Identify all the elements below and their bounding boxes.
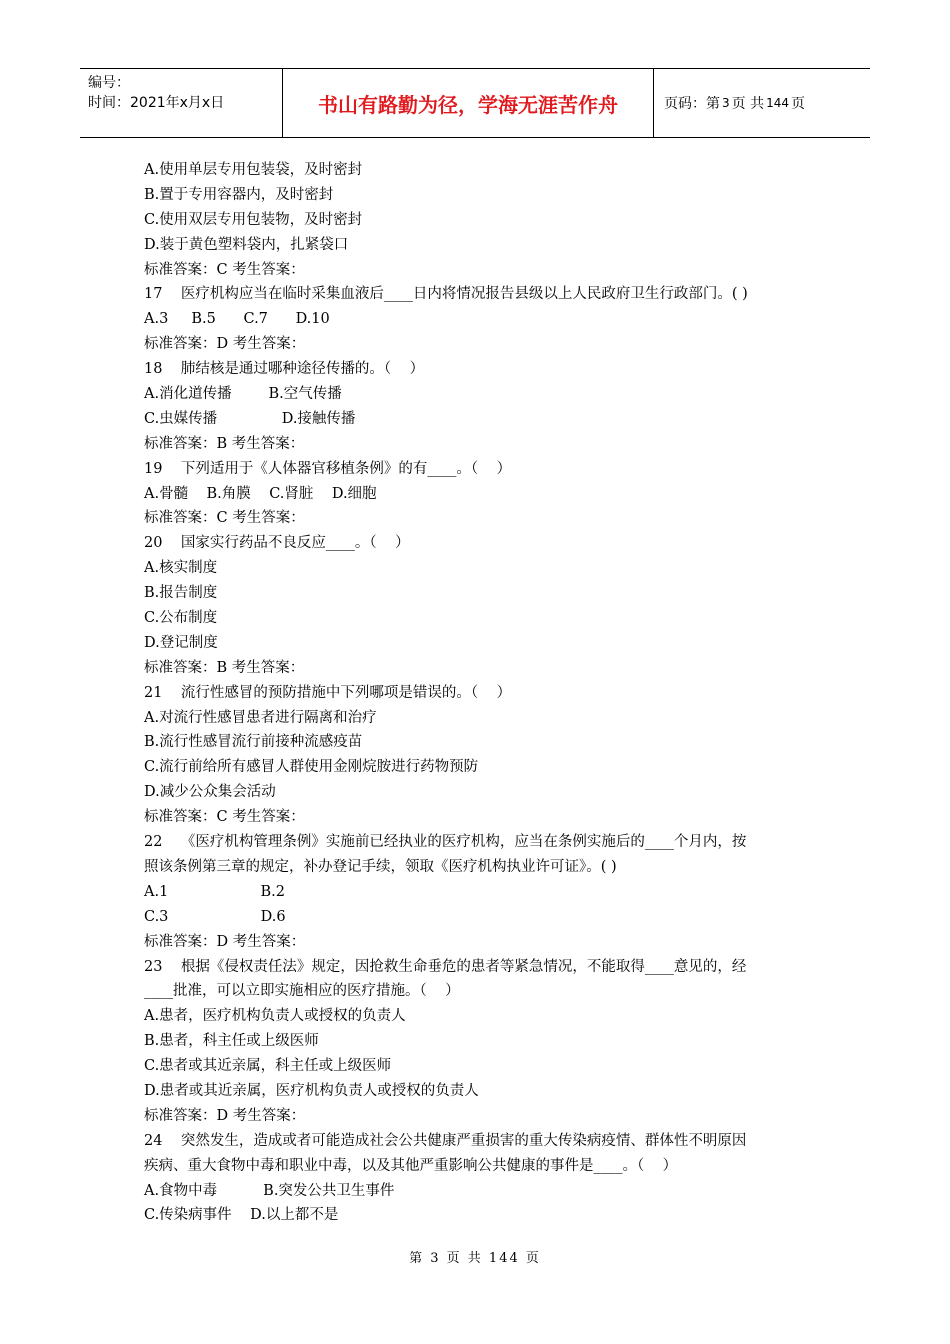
- text-line: C.公布制度: [144, 610, 218, 627]
- text-line: D.登记制度: [144, 634, 218, 651]
- text-line: A.消化道传播 B.空气传播: [144, 386, 342, 403]
- page-suffix: 页: [791, 96, 805, 112]
- page-prefix: 页码：第: [664, 96, 720, 112]
- text-line: C.流行前给所有感冒人群使用金刚烷胺进行药物预防: [144, 759, 479, 776]
- page-footer: 第 3 页 共 144 页: [409, 1251, 541, 1266]
- page-current: 3: [722, 96, 730, 110]
- text-line: 21 流行性感冒的预防措施中下列哪项是错误的。（ ）: [144, 684, 512, 701]
- header-motto-cell: [282, 69, 654, 137]
- text-line: 22 《医疗机构管理条例》实施前已经执业的医疗机构，应当在条例实施后的____个月内，按: [144, 834, 747, 851]
- text-line: A.骨髓 B.角膜 C.肾脏 D.细胞: [144, 485, 377, 502]
- text-line: D.装于黄色塑料袋内，扎紧袋口: [144, 236, 349, 253]
- text-line: 标准答案：D 考生答案：: [144, 1107, 306, 1124]
- text-line: 20 国家实行药品不良反应____。（ ）: [144, 535, 410, 552]
- text-line: A.对流行性感冒患者进行隔离和治疗: [144, 709, 377, 726]
- document-number-label: 编号：: [88, 75, 130, 91]
- text-line: B.患者，科主任或上级医师: [144, 1033, 319, 1050]
- text-line: C.3 D.6: [144, 908, 286, 925]
- text-line: D.减少公众集会活动: [144, 784, 276, 801]
- text-line: C.虫媒传播 D.接触传播: [144, 410, 356, 427]
- text-line: 标准答案：D 考生答案：: [144, 933, 306, 950]
- header-left-cell: [80, 69, 282, 137]
- text-line: A.核实制度: [144, 560, 218, 577]
- question-content: [144, 158, 808, 1228]
- text-line: A.使用单层专用包装袋，及时密封: [144, 162, 363, 178]
- text-line: B.报告制度: [144, 585, 218, 602]
- text-line: 照该条例第三章的规定，补办登记手续，领取《医疗机构执业许可证》。( ): [144, 858, 617, 875]
- text-line: ____批准，可以立即实施相应的医疗措施。（ ）: [144, 983, 460, 1000]
- text-line: C.使用双层专用包装物，及时密封: [144, 211, 363, 228]
- text-line: 标准答案：B 考生答案：: [144, 435, 305, 452]
- text-line: A.3 B.5 C.7 D.10: [144, 311, 330, 328]
- text-line: 标准答案：C 考生答案：: [144, 510, 305, 527]
- text-line: 17 医疗机构应当在临时采集血液后____日内将情况报告县级以上人民政府卫生行政部门。( ): [144, 286, 748, 303]
- text-line: A.食物中毒 B.突发公共卫生事件: [144, 1182, 395, 1199]
- page-total: 144: [766, 96, 789, 110]
- text-line: B.置于专用容器内，及时密封: [144, 186, 334, 203]
- text-line: 23 根据《侵权责任法》规定，因抢救生命垂危的患者等紧急情况，不能取得____意见的，经: [144, 958, 747, 975]
- text-line: 19 下列适用于《人体器官移植条例》的有____。（ ）: [144, 460, 512, 477]
- page-header: [80, 68, 870, 138]
- header-page-info: [654, 69, 870, 137]
- text-line: 24 突然发生，造成或者可能造成社会公共健康严重损害的重大传染病疫情、群体性不明原因: [144, 1132, 747, 1149]
- text-line: A.患者，医疗机构负责人或授权的负责人: [144, 1008, 406, 1025]
- header-motto: 书山有路勤为径，学海无涯苦作舟: [318, 92, 618, 117]
- text-line: C.患者或其近亲属，科主任或上级医师: [144, 1058, 392, 1075]
- text-line: 标准答案：D 考生答案：: [144, 336, 306, 353]
- text-line: 标准答案：C 考生答案：: [144, 261, 305, 278]
- text-line: B.流行性感冒流行前接种流感疫苗: [144, 734, 363, 751]
- page-mid: 页 共: [731, 96, 765, 112]
- document-date: 时间：2021年x月x日: [88, 95, 225, 111]
- text-line: D.患者或其近亲属，医疗机构负责人或授权的负责人: [144, 1082, 479, 1099]
- text-line: 标准答案：C 考生答案：: [144, 809, 305, 826]
- text-line: C.传染病事件 D.以上都不是: [144, 1207, 339, 1224]
- text-line: 疾病、重大食物中毒和职业中毒，以及其他严重影响公共健康的事件是____。（ ）: [144, 1157, 678, 1174]
- text-line: A.1 B.2: [144, 883, 285, 900]
- text-line: 18 肺结核是通过哪种途径传播的。（ ）: [144, 361, 425, 378]
- text-line: 标准答案：B 考生答案：: [144, 659, 305, 676]
